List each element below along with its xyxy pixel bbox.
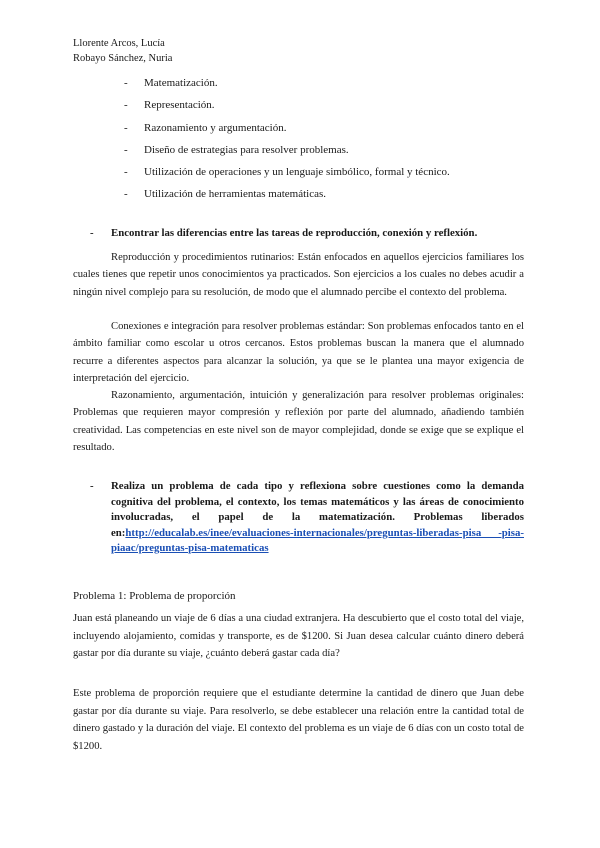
paragraph-connections: Conexiones e integración para resolver problemas estándar: Son problemas enfocados tanto en el ámbito familiar como escolar u otros cercanos. Estos problemas buscan la manera que el alumnado recurre a diferentes aspectos para alcanzar la solución, ya que se le plantea una mayor exigencia de interpretación del ejercicio. bbox=[73, 321, 524, 384]
section-heading-differences: - Encontrar las diferencias entre las tareas de reproducción, conexión y reflexión. bbox=[90, 226, 524, 242]
list-item-text: Matematización. bbox=[144, 77, 218, 89]
author-header bbox=[73, 36, 172, 66]
author-name: Robayo Sánchez, Nuria bbox=[73, 53, 173, 64]
competency-list bbox=[124, 72, 450, 206]
list-item-text: Utilización de operaciones y un lenguaje simbólico, formal y técnico. bbox=[144, 166, 450, 179]
section-heading-text: Encontrar las diferencias entre las tareas de reproducción, conexión y reflexión. bbox=[111, 227, 478, 239]
problem-explanation: Este problema de proporción requiere que el estudiante determine la cantidad de dinero que Juan debe gastar por día durante su viaje. Para resolverlo, se debe establecer una relación entre la cantidad total de dinero gastado y la duración del viaje. El contexto del problema es un viaje de 6 días con un costo total de $1200. bbox=[73, 688, 524, 752]
problem-statement: Juan está planeando un viaje de 6 días a una ciudad extranjera. Ha descubierto que el costo total del viaje, incluyendo alojamiento, comidas y transporte, es de $1200. Si Juan desea calcular cuánto dinero deberá gastar por día durante su viaje, ¿cuánto deberá gastar cada día? bbox=[73, 613, 524, 659]
problem-title: Problema 1: Problema de proporción bbox=[73, 590, 236, 602]
author-name: Llorente Arcos, Lucía bbox=[73, 38, 165, 49]
list-item: - Matematización. bbox=[124, 77, 218, 89]
list-item-text: Utilización de herramientas matemáticas. bbox=[144, 188, 327, 201]
section-heading-problems: - Realiza un problema de cada tipo y reflexiona sobre cuestiones como la demanda cognitiva del problema, el contexto, los temas matemáticos y las áreas de conocimiento involucradas, el papel de la matematización. Problemas liberados en:http://educalab.es/inee/evaluaciones-internacionales/preguntas-liberadas-pisa -pisa-piaac/preguntas-pisa-matematicas bbox=[90, 480, 524, 554]
list-item: - Razonamiento y argumentación. bbox=[124, 121, 287, 134]
list-item: - Diseño de estrategias para resolver problemas. bbox=[124, 143, 349, 156]
list-item-text: Diseño de estrategias para resolver problemas. bbox=[144, 143, 349, 156]
paragraph-reproduction: Reproducción y procedimientos rutinarios: Están enfocados en aquellos ejercicios familiares los cuales tienes que repetir unos conocimientos ya practicados. Son ejercicios a los cuales no debes acudir a ningún nivel complejo para su resolución, de modo que el alumnado percibe el contexto del problema. bbox=[73, 252, 524, 298]
paragraph-reflection: Razonamiento, argumentación, intuición y generalización para resolver problemas originales: Problemas que requieren mayor compresión y reflexión por parte del alumnado, añadiendo también creatividad. Las competencias en este nivel son de mayor complejidad, donde se exige que se explique el resultado. bbox=[73, 390, 524, 453]
list-item: - Representación. bbox=[124, 99, 215, 112]
list-item-text: Representación. bbox=[144, 99, 215, 112]
section-heading-text: Realiza un problema de cada tipo y reflexiona sobre cuestiones como la demanda cognitiva del problema, el contexto, los temas matemáticos y las áreas de conocimiento involucradas, el papel de la matematización. Problemas liberados en: bbox=[111, 480, 524, 539]
list-item: - Utilización de herramientas matemáticas. bbox=[124, 188, 327, 201]
list-item: - Utilización de operaciones y un lenguaje simbólico, formal y técnico. bbox=[124, 166, 450, 179]
list-item-text: Razonamiento y argumentación. bbox=[144, 121, 287, 134]
pisa-problems-link[interactable]: http://educalab.es/inee/evaluaciones-internacionales/preguntas-liberadas-pisa -pisa-piaac/preguntas-pisa-matematicas bbox=[111, 526, 524, 554]
